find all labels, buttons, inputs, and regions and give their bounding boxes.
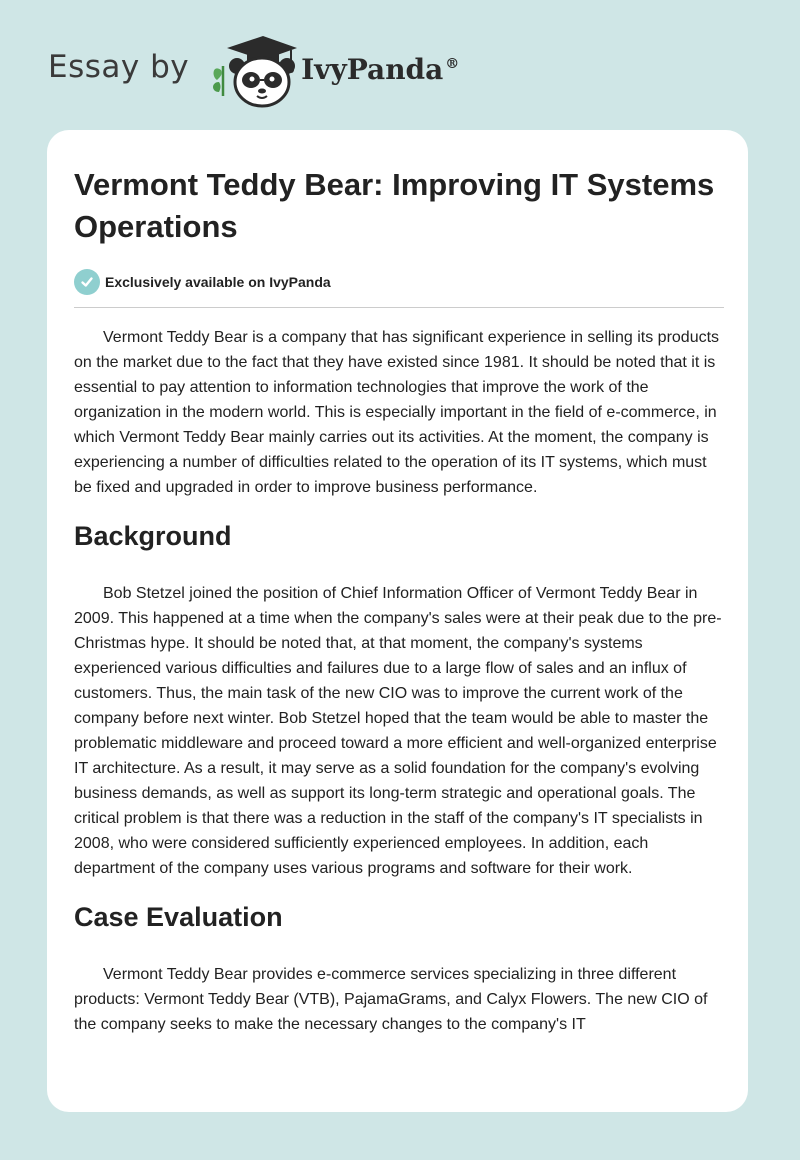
section-heading-background: Background (74, 521, 232, 551)
brand-name[interactable]: IvyPanda ® (301, 52, 460, 86)
site-header (48, 30, 459, 110)
intro-paragraph: Vermont Teddy Bear is a company that has significant experience in selling its products on the market due to the fact that they have existed since 1981. It should be noted that it is essential to pay attention to information technologies that improve the work of the organization in the modern world. This is especially important in the field of e-commerce, in which Vermont Teddy Bear mainly carries out its activities. At the moment, the company is experiencing a number of difficulties related to the operation of its IT systems, which must be fixed and upgraded in order to improve business performance. (74, 329, 720, 496)
section-body-background: Bob Stetzel joined the position of Chief Information Officer of Vermont Teddy Bear in 2009. This happened at a time when the company's sales were at their peak due to the pre-Christmas hype. It should be noted that, at that moment, the company's systems experienced various difficulties and failures due to a large flow of sales and an influx of customers. Thus, the main task of the new CIO was to improve the current work of the company before next winter. Bob Stetzel hoped that the team would be able to master the problematic middleware and proceed toward a more efficient and well-organized enterprise IT architecture. As a result, it may serve as a solid foundation for the company's evolving business demands, as well as support its long-term strategic and operational goals. The critical problem is that there was a reduction in the staff of the company's IT specialists in 2008, who were considered sufficiently experienced employees. In addition, each department of the company uses various programs and software for their work. (74, 585, 722, 877)
essay-content (74, 130, 724, 1037)
brand-prefix: Essay by (48, 49, 190, 85)
registered-mark: ® (445, 56, 460, 73)
divider (74, 307, 724, 308)
exclusive-badge (74, 268, 724, 296)
section-heading-case-evaluation: Case Evaluation (74, 902, 283, 932)
section-body-case-evaluation: Vermont Teddy Bear provides e-commerce services specializing in three different products: Vermont Teddy Bear (VTB), PajamaGrams, and Calyx Flowers. The new CIO of the company seeks to make the necessary changes to the company's IT (74, 966, 708, 1033)
essay-card (47, 130, 748, 1112)
panda-logo-icon[interactable] (203, 30, 299, 110)
check-icon (74, 269, 100, 295)
page-title: Vermont Teddy Bear: Improving IT Systems Operations (74, 167, 715, 244)
exclusive-label: Exclusively available on IvyPanda (105, 274, 331, 290)
